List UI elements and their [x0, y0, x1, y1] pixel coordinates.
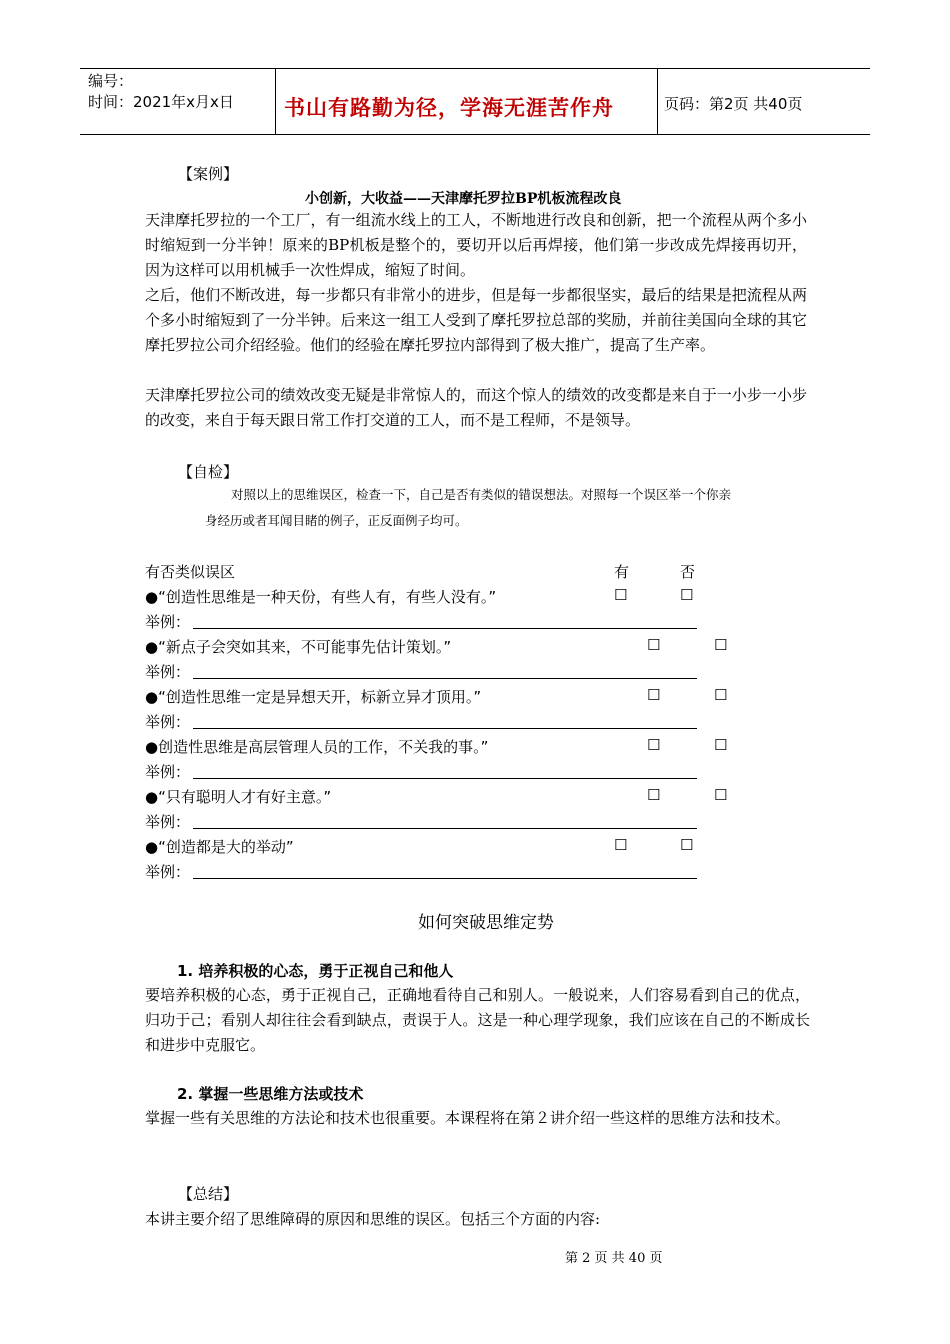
selfcheck-no-header: 否	[680, 563, 696, 581]
example-label: 举例：	[145, 813, 191, 831]
no-checkbox[interactable]: ☐	[714, 786, 728, 804]
subsection-2-body: 掌握一些有关思维的方法论和技术也很重要。本课程将在第２讲介绍一些这样的思维方法和技术。	[145, 1109, 791, 1127]
yes-checkbox[interactable]: ☐	[647, 686, 661, 704]
no-checkbox[interactable]: ☐	[714, 636, 728, 654]
header-motto: 书山有路勤为径，学海无涯苦作舟	[284, 96, 614, 120]
no-checkbox[interactable]: ☐	[680, 586, 694, 604]
case-tag: 【案例】	[178, 165, 239, 183]
selfcheck-description-line-2: 身经历或者耳闻目睹的例子，正反面例子均可。	[205, 513, 468, 528]
example-input-line[interactable]	[193, 678, 697, 679]
subsection-1-title: 1. 培养积极的心态，勇于正视自己和他人	[177, 962, 454, 980]
selfcheck-tag: 【自检】	[178, 463, 239, 481]
header-number-label: 编号：	[88, 72, 134, 90]
misconception-item: ●创造性思维是高层管理人员的工作，不关我的事。”	[145, 738, 489, 756]
subsection-1-body: 要培养积极的心态，勇于正视自己，正确地看待自己和别人。一般说来，人们容易看到自己的优点，归功于己；看别人却往往会看到缺点，责误于人。这是一种心理学现象，我们应该在自己的不断成长和进步中克服它。	[145, 986, 810, 1054]
misconception-item: ●“创造性思维是一种天份，有些人有，有些人没有。”	[145, 588, 497, 606]
yes-checkbox[interactable]: ☐	[614, 586, 628, 604]
header-top-rule	[80, 68, 870, 69]
example-input-line[interactable]	[193, 828, 697, 829]
example-input-line[interactable]	[193, 878, 697, 879]
example-input-line[interactable]	[193, 628, 697, 629]
yes-checkbox[interactable]: ☐	[647, 636, 661, 654]
misconception-item: ●“创造都是大的举动”	[145, 838, 294, 856]
example-input-line[interactable]	[193, 728, 697, 729]
case-paragraph-1: 天津摩托罗拉的一个工厂，有一组流水线上的工人，不断地进行改良和创新，把一个流程从两个多小时缩短到一分半钟！原来的BP机板是整个的，要切开以后再焊接，他们第一步改成先焊接再切开，因为这样可以用机械手一次性焊成，缩短了时间。	[145, 211, 807, 279]
no-checkbox[interactable]: ☐	[714, 686, 728, 704]
header-bottom-rule	[80, 134, 870, 135]
case-title: 小创新，大收益——天津摩托罗拉BP机板流程改良	[305, 191, 622, 207]
selfcheck-yes-header: 有	[614, 563, 630, 581]
section-title: 如何突破思维定势	[418, 913, 554, 933]
header-page-info: 页码：第2页 共40页	[664, 95, 803, 113]
yes-checkbox[interactable]: ☐	[614, 836, 628, 854]
case-paragraph-2: 之后，他们不断改进，每一步都只有非常小的进步，但是每一步都很坚实，最后的结果是把流程从两个多小时缩短到了一分半钟。后来这一组工人受到了摩托罗拉总部的奖励，并前往美国向全球的其它摩托罗拉公司介绍经验。他们的经验在摩托罗拉内部得到了极大推广，提高了生产率。	[145, 286, 807, 354]
summary-tag: 【总结】	[178, 1185, 239, 1203]
example-label: 举例：	[145, 763, 191, 781]
header-time-label: 时间：2021年x月x日	[88, 93, 234, 111]
misconception-item: ●“创造性思维一定是异想天开，标新立异才顶用。”	[145, 688, 482, 706]
summary-body: 本讲主要介绍了思维障碍的原因和思维的误区。包括三个方面的内容:	[145, 1210, 601, 1228]
case-paragraph-3: 天津摩托罗拉公司的绩效改变无疑是非常惊人的，而这个惊人的绩效的改变都是来自于一小步一小步的改变，来自于每天跟日常工作打交道的工人，而不是工程师，不是领导。	[145, 386, 807, 429]
selfcheck-head-label: 有否类似误区	[145, 563, 236, 581]
subsection-2-title: 2. 掌握一些思维方法或技术	[177, 1085, 364, 1103]
misconception-item: ●“新点子会突如其来，不可能事先估计策划。”	[145, 638, 452, 656]
example-input-line[interactable]	[193, 778, 697, 779]
misconception-item: ●“只有聪明人才有好主意。”	[145, 788, 332, 806]
header-divider-right	[657, 68, 658, 135]
example-label: 举例：	[145, 863, 191, 881]
selfcheck-description-line-1: 对照以上的思维误区，检查一下，自己是否有类似的错误想法。对照每一个误区举一个你亲	[231, 487, 732, 502]
yes-checkbox[interactable]: ☐	[647, 786, 661, 804]
example-label: 举例：	[145, 663, 191, 681]
header-divider-left	[275, 68, 276, 135]
yes-checkbox[interactable]: ☐	[647, 736, 661, 754]
no-checkbox[interactable]: ☐	[680, 836, 694, 854]
no-checkbox[interactable]: ☐	[714, 736, 728, 754]
page-footer: 第 2 页 共 40 页	[565, 1251, 663, 1266]
example-label: 举例：	[145, 713, 191, 731]
example-label: 举例：	[145, 613, 191, 631]
